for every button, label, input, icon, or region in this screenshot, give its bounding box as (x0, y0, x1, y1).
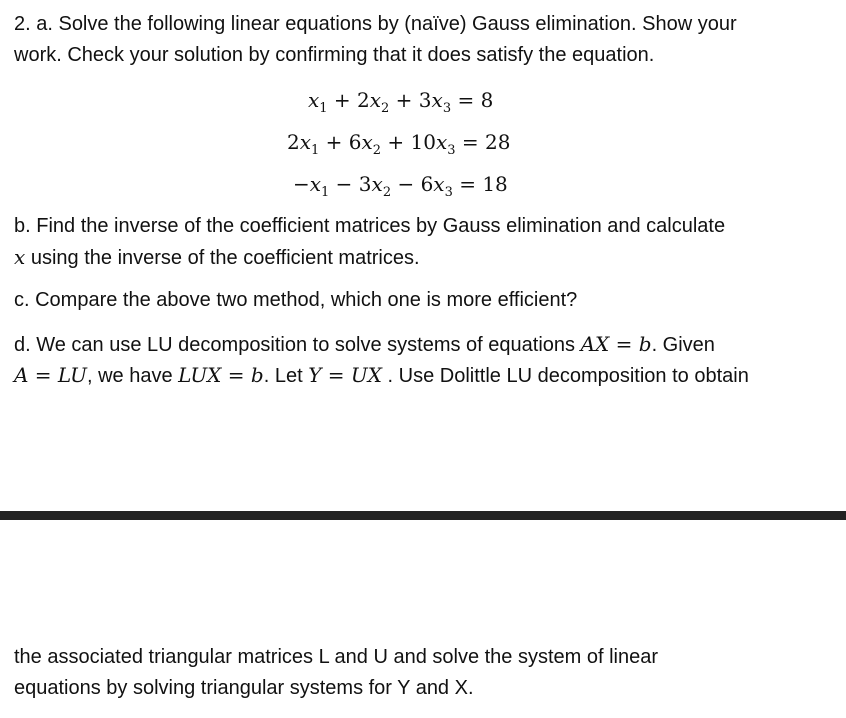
equation-1 (308, 86, 493, 123)
part-d-line-2 (14, 360, 749, 392)
part-d-text-1: , we have (86, 365, 179, 387)
part-d-line-1-tail: . Given (651, 334, 715, 356)
part-b-line-2 (14, 242, 420, 274)
part-d-text-2: . Let (263, 365, 309, 387)
part-d-equation-lux: LUX = b (178, 363, 264, 387)
part-a-line-2: work. Check your solution by confirming that it does satisfy the equation. (14, 44, 655, 66)
continuation-line-2: equations by solving triangular systems for Y and X. (14, 677, 474, 699)
equation-1-rhs: = 8 (457, 88, 494, 112)
part-d-text-3: . Use Dolittle LU decomposition to obtain (381, 365, 749, 387)
part-b-line-2-text: using the inverse of the coefficient matrices. (25, 247, 420, 269)
part-d-equation-y-ux: Y = UX (308, 363, 382, 387)
part-d-line-1-text: d. We can use LU decomposition to solve systems of equations (14, 334, 581, 356)
blank-space-lower (0, 520, 846, 640)
page-divider (0, 511, 846, 520)
equation-3-lhs: $-x_1 - 3x_2 - 6x_3$ (293, 172, 453, 200)
part-a-line-1: 2. a. Solve the following linear equations by (naïve) Gauss elimination. Show your (14, 13, 737, 35)
continuation-line-1: the associated triangular matrices L and U and solve the system of linear (14, 646, 659, 668)
part-b-variable: x (14, 245, 26, 269)
blank-space-upper (0, 400, 846, 511)
part-d-equation-a-lu: A = LU (14, 363, 87, 387)
equation-3-rhs: = 18 (459, 172, 508, 196)
equation-2-lhs: $2x_1 + 6x_2 + 10x_3$ (287, 130, 456, 158)
equation-3 (293, 170, 508, 207)
equation-2-rhs: = 28 (461, 130, 511, 154)
part-d-line-1 (14, 329, 715, 361)
part-c-line-1: c. Compare the above two method, which one is more efficient? (14, 289, 578, 311)
equation-1-lhs: $x_1 + 2x_2 + 3x_3$ (308, 88, 452, 116)
equation-2 (287, 128, 510, 165)
part-b-line-1: b. Find the inverse of the coefficient matrices by Gauss elimination and calculate (14, 215, 726, 237)
part-d-equation-axb: AX = b (580, 332, 652, 356)
